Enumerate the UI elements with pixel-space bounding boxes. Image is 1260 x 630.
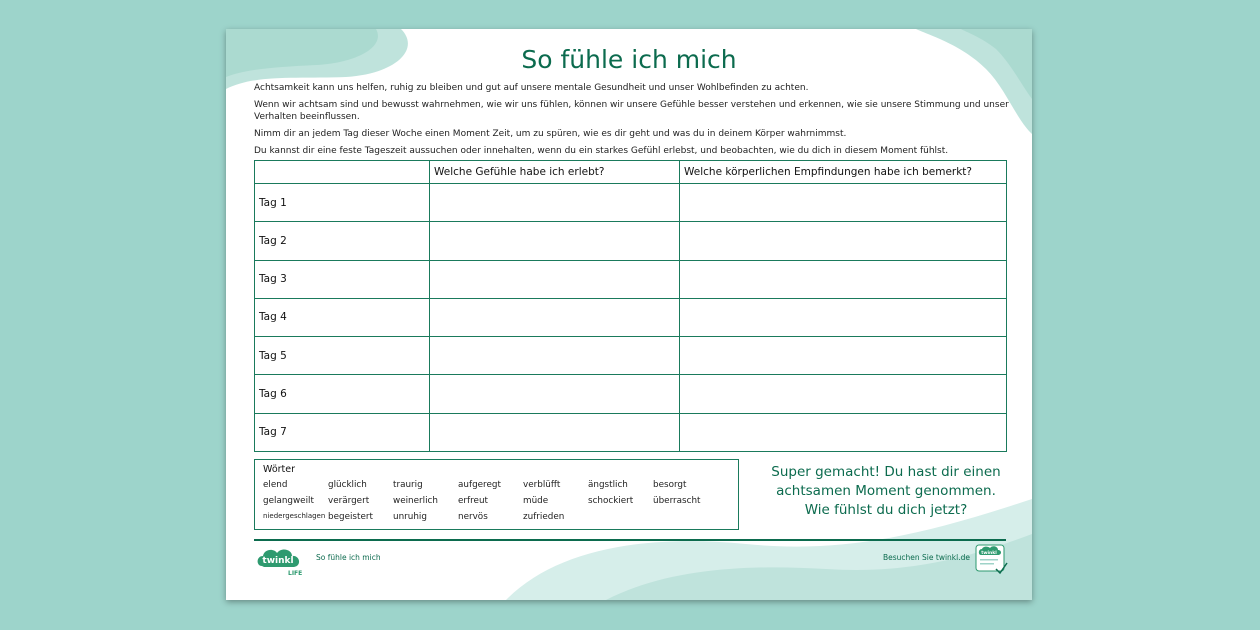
feelings-cell[interactable] (430, 413, 680, 451)
twinkl-life-logo (256, 544, 306, 578)
sensations-cell[interactable] (680, 375, 1007, 413)
intro-text (254, 82, 1014, 162)
day-label: Tag 1 (255, 184, 430, 222)
feelings-cell[interactable] (430, 222, 680, 260)
sensations-cell[interactable] (680, 222, 1007, 260)
feelings-cell[interactable] (430, 337, 680, 375)
intro-paragraph: Du kannst dir eine feste Tageszeit aussuchen oder innehalten, wenn du ein starkes Gefühl erlebst, und beobachten, wie du dich in diesem Moment fühlst. (254, 146, 949, 156)
table-row (255, 260, 1007, 298)
word-item: ängstlich (588, 480, 628, 490)
word-item: glücklich (328, 480, 367, 490)
word-bank (254, 459, 739, 530)
word-item: müde (523, 496, 549, 506)
word-bank-grid (263, 480, 733, 528)
table-header-row (255, 161, 1007, 184)
encouragement-line: achtsamen Moment genommen. (776, 483, 996, 499)
table-row (255, 413, 1007, 451)
table-header-feelings: Welche Gefühle habe ich erlebt? (430, 161, 680, 184)
word-item: verärgert (328, 496, 370, 506)
day-label: Tag 2 (255, 222, 430, 260)
intro-paragraph: Achtsamkeit kann uns helfen, ruhig zu bleiben und gut auf unsere mentale Gesundheit und unser Wohlbefinden zu achten. (254, 83, 809, 93)
footer-divider (254, 539, 1006, 541)
logo-text: twinkl (262, 556, 294, 566)
table-header-empty (255, 161, 430, 184)
encouragement-message (741, 463, 1031, 520)
feelings-cell[interactable] (430, 260, 680, 298)
sensations-cell[interactable] (680, 337, 1007, 375)
word-item: nervös (458, 512, 488, 522)
word-item: erfreut (458, 496, 488, 506)
encouragement-line: Wie fühlst du dich jetzt? (804, 502, 968, 518)
word-item: begeistert (328, 512, 373, 522)
worksheet (226, 29, 1032, 600)
sensations-cell[interactable] (680, 413, 1007, 451)
day-label: Tag 3 (255, 260, 430, 298)
page-title: So fühle ich mich (521, 45, 737, 74)
feelings-cell[interactable] (430, 184, 680, 222)
word-item: schockiert (588, 496, 634, 506)
day-label: Tag 6 (255, 375, 430, 413)
footer-title: So fühle ich mich (316, 553, 381, 562)
table-header-sensations: Welche körperlichen Empfindungen habe ich bemerkt? (680, 161, 1007, 184)
word-item: elend (263, 480, 288, 490)
word-item: zufrieden (523, 512, 565, 522)
day-label: Tag 5 (255, 337, 430, 375)
word-item: besorgt (653, 480, 687, 490)
table-row (255, 337, 1007, 375)
word-item: aufgeregt (458, 480, 501, 490)
word-item: niedergeschlagen (263, 512, 326, 520)
word-item: verblüfft (523, 480, 561, 490)
table-row (255, 222, 1007, 260)
encouragement-line: Super gemacht! Du hast dir einen (771, 464, 1001, 480)
sensations-cell[interactable] (680, 260, 1007, 298)
table-row (255, 298, 1007, 336)
table-row (255, 184, 1007, 222)
badge-text: twinkl (981, 551, 997, 556)
feelings-table (254, 160, 1007, 452)
word-item: weinerlich (393, 496, 438, 506)
word-item: traurig (393, 480, 423, 490)
twinkl-quality-badge (974, 543, 1008, 575)
day-label: Tag 4 (255, 298, 430, 336)
word-bank-title: Wörter (263, 464, 296, 475)
word-item: überrascht (653, 496, 701, 506)
feelings-cell[interactable] (430, 375, 680, 413)
word-item: gelangweilt (263, 496, 314, 506)
intro-paragraph: Nimm dir an jedem Tag dieser Woche einen Moment Zeit, um zu spüren, wie es dir geht und was du in deinem Körper wahrnimmst. (254, 129, 847, 139)
sensations-cell[interactable] (680, 184, 1007, 222)
feelings-cell[interactable] (430, 298, 680, 336)
logo-sub-text: LIFE (288, 570, 303, 577)
footer-visit-link[interactable]: Besuchen Sie twinkl.de (883, 553, 970, 562)
sensations-cell[interactable] (680, 298, 1007, 336)
word-item: unruhig (393, 512, 427, 522)
intro-paragraph: Wenn wir achtsam sind und bewusst wahrnehmen, wie wir uns fühlen, können wir unsere Gefühle besser verstehen und erkennen, wie sie unsere Stimmung und unser Verhalten beeinflussen. (254, 100, 1009, 122)
table-row (255, 375, 1007, 413)
day-label: Tag 7 (255, 413, 430, 451)
